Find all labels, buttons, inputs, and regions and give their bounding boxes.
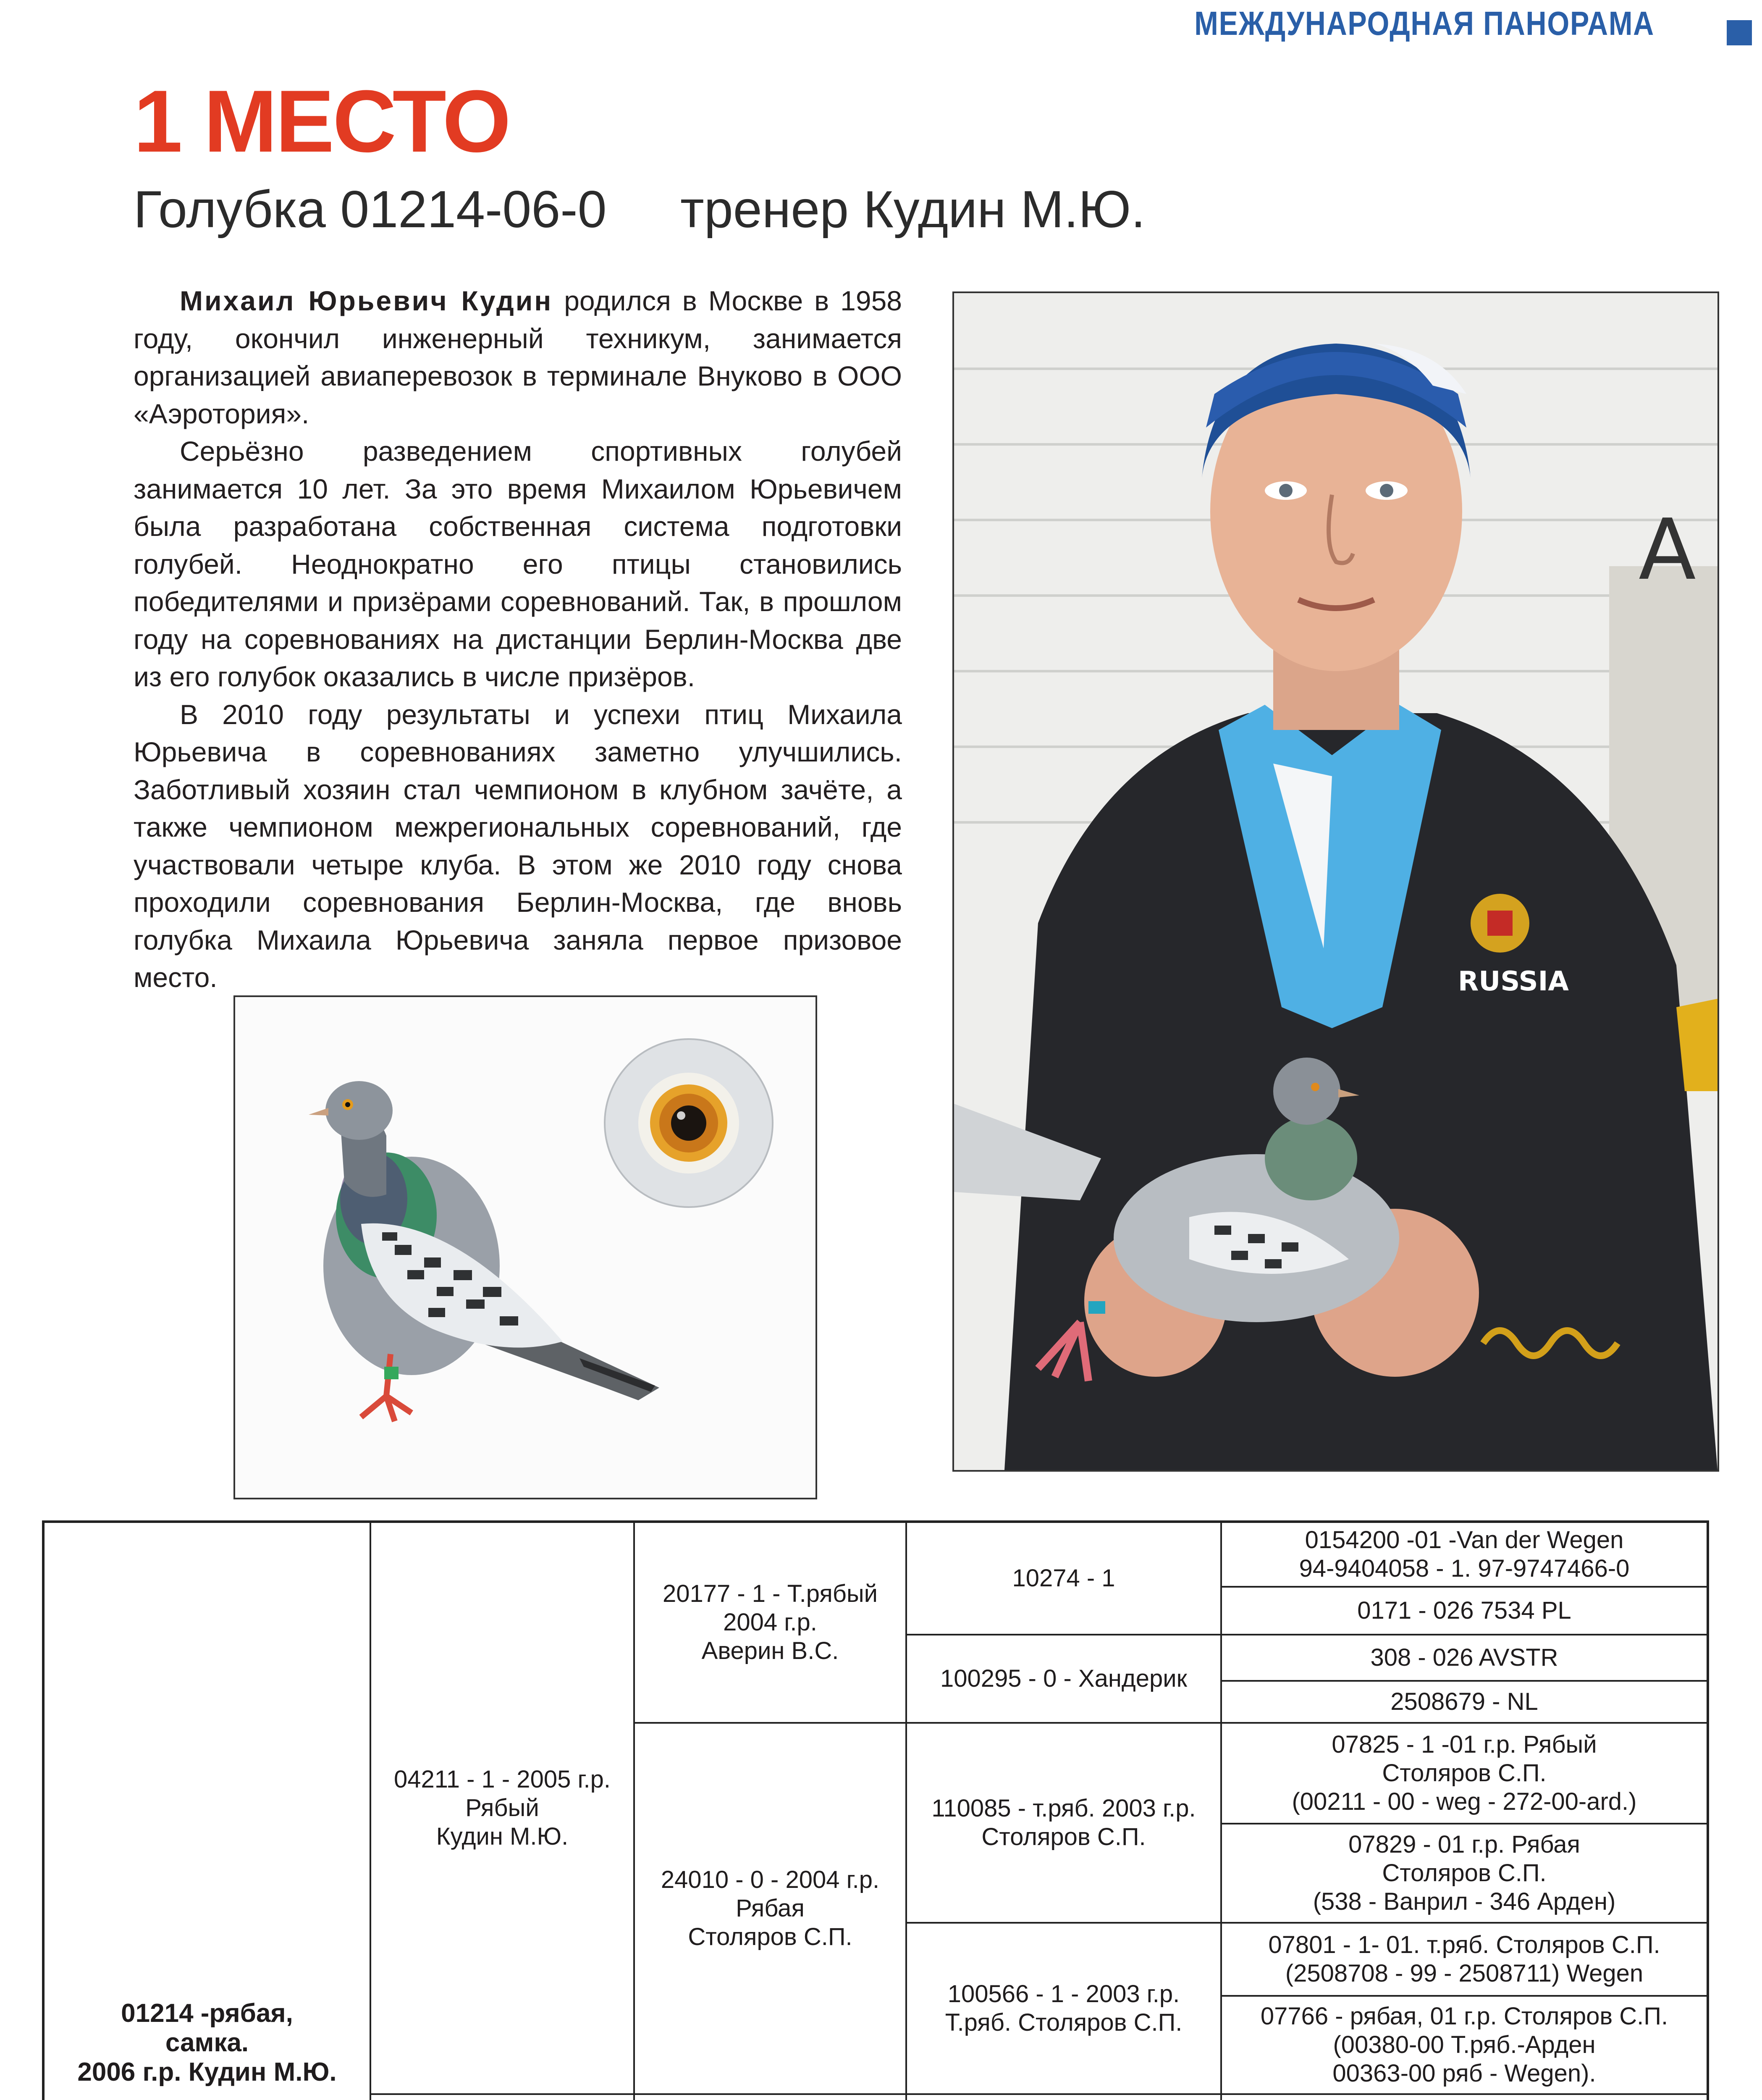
pedigree-gen5-1: 0154200 -01 -Van der Wegen 94-9404058 - 1. 97-9747466-0 bbox=[1299, 1526, 1630, 1582]
lead-name: Михаил Юрьевич Кудин bbox=[180, 285, 553, 316]
pedigree-gen4-5 bbox=[907, 2095, 1220, 2100]
pedigree-gen4-3: 110085 - т.ряб. 2003 г.р. Столяров С.П. bbox=[931, 1795, 1196, 1851]
pedigree-gen3-3 bbox=[635, 2095, 905, 2100]
pedigree-gen3-1: 20177 - 1 - Т.рябый 2004 г.р. Аверин В.С. bbox=[662, 1580, 878, 1664]
sign-letter: A bbox=[1639, 501, 1696, 599]
pedigree-gen3-2: 24010 - 0 - 2004 г.р. Рябая Столяров С.П. bbox=[661, 1866, 880, 1950]
place-title: 1 МЕСТО bbox=[134, 72, 509, 171]
article-body bbox=[134, 282, 902, 997]
portrait-photo bbox=[952, 291, 1719, 1472]
bird-id: Голубка 01214-06-0 bbox=[134, 181, 607, 239]
trainer-name: тренер Кудин М.Ю. bbox=[680, 181, 1146, 239]
pigeon-illustration bbox=[235, 997, 815, 1498]
pedigree-gen5-5: 07825 - 1 -01 г.р. Рябый Столяров С.П. (00211 - 00 - weg - 272-00-ard.) bbox=[1292, 1731, 1637, 1815]
pedigree-table bbox=[42, 1520, 1709, 2100]
trainer-portrait bbox=[954, 293, 1717, 1470]
pedigree-gen5-4: 2508679 - NL bbox=[1390, 1688, 1538, 1715]
pedigree-gen5-3: 308 - 026 AVSTR bbox=[1370, 1644, 1558, 1671]
pedigree-gen5-9 bbox=[1222, 2095, 1707, 2100]
pigeon-photo bbox=[233, 995, 817, 1499]
pedigree-subject: 01214 -рябая, самка. 2006 г.р. Кудин М.Ю. bbox=[77, 1999, 337, 2087]
pedigree-gen5-2: 0171 - 026 7534 PL bbox=[1357, 1597, 1571, 1624]
article-paragraph-2: Серьёзно разведением спортивных голубей занимается 10 лет. За это время Михаилом Юрьевичем была разработана собственная система подготовки голубей. Неоднократно его птицы становились победителями и призёрами соревнований. Так, в прошлом году на соревнованиях на дистанции Берлин-Москва две из его голубок оказались в числе призёров. bbox=[134, 436, 902, 692]
pedigree-gen5-8: 07766 - рябая, 01 г.р. Столяров С.П. (00380-00 Т.ряб.-Арден 00363-00 ряб - Wegen). bbox=[1260, 2003, 1668, 2087]
pedigree-gen4-1: 10274 - 1 bbox=[1012, 1564, 1115, 1592]
pedigree-gen4-2: 100295 - 0 - Хандерик bbox=[940, 1665, 1187, 1692]
pedigree-gen4-4: 100566 - 1 - 2003 г.р. Т.ряб. Столяров С.П. bbox=[945, 1980, 1183, 2036]
paragraph-1-text: родился в Москве в 1958 году, окончил инженерный техникум, занимается организацией авиаперевозок в терминале Внуково в ООО «Аэротория». bbox=[134, 285, 902, 429]
pedigree-gen5-6: 07829 - 01 г.р. Рябая Столяров С.П. (538 - Ванрил - 346 Арден) bbox=[1313, 1831, 1616, 1915]
pedigree-gen5-7: 07801 - 1- 01. т.ряб. Столяров С.П. (2508708 - 99 - 2508711) Wegen bbox=[1268, 1931, 1660, 1987]
section-marker bbox=[1727, 20, 1752, 45]
jacket-text: RUSSIA bbox=[1458, 966, 1569, 997]
article-paragraph-1 bbox=[134, 282, 902, 433]
pedigree-dam bbox=[371, 2095, 633, 2100]
section-label: МЕЖДУНАРОДНАЯ ПАНОРАМА bbox=[1194, 5, 1654, 42]
pedigree-sire: 04211 - 1 - 2005 г.р. Рябый Кудин М.Ю. bbox=[393, 1766, 611, 1850]
article-paragraph-3: В 2010 году результаты и успехи птиц Михаила Юрьевича в соревнованиях заметно улучшились. Заботливый хозяин стал чемпионом в клубном зачёте, а также чемпионом межрегиональных соревнований, где участвовали четыре клуба. В этом же 2010 году снова проходили соревнования Берлин-Москва, где вновь голубка Михаила Юрьевича заняла первое призовое место. bbox=[134, 698, 902, 993]
